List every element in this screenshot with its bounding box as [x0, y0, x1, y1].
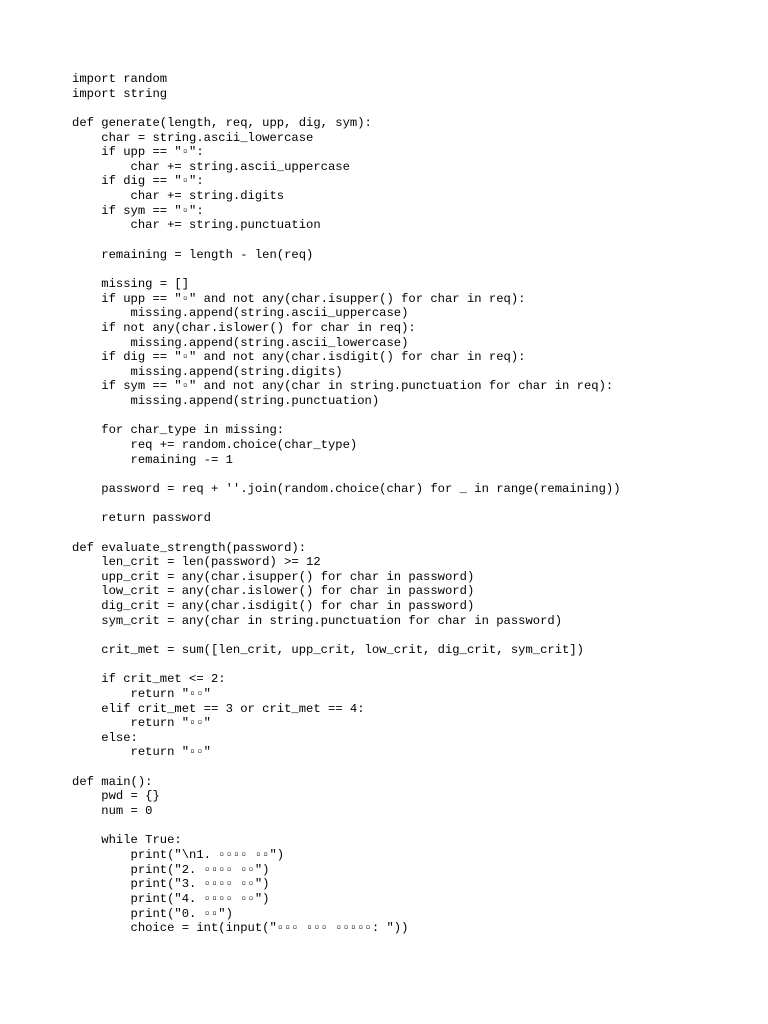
- code-line: print("\n1. ▫▫▫▫ ▫▫"): [72, 847, 285, 862]
- code-line: else:: [72, 730, 138, 745]
- code-line: dig_crit = any(char.isdigit() for char in password): [72, 599, 475, 614]
- code-line: for char_type in missing:: [72, 423, 285, 438]
- code-line: import string: [72, 86, 168, 101]
- code-line: choice = int(input("▫▫▫ ▫▫▫ ▫▫▫▫▫: ")): [72, 921, 409, 936]
- code-line: char = string.ascii_lowercase: [72, 130, 314, 145]
- code-line: if dig == "▫":: [72, 174, 204, 189]
- code-line: missing.append(string.ascii_uppercase): [72, 306, 409, 321]
- code-line: char += string.ascii_uppercase: [72, 159, 350, 174]
- code-line: upp_crit = any(char.isupper() for char in password): [72, 569, 475, 584]
- code-line: num = 0: [72, 804, 153, 819]
- code-line: password = req + ''.join(random.choice(char) for _ in range(remaining)): [72, 481, 621, 496]
- code-line: [72, 467, 621, 482]
- code-line: [72, 819, 621, 834]
- code-line: if crit_met <= 2:: [72, 672, 226, 687]
- code-line: low_crit = any(char.islower() for char in password): [72, 584, 475, 599]
- code-line: pwd = {}: [72, 789, 160, 804]
- code-line: while True:: [72, 833, 182, 848]
- code-line: return "▫▫": [72, 686, 211, 701]
- code-line: def evaluate_strength(password):: [72, 540, 307, 555]
- code-line: if upp == "▫":: [72, 145, 204, 160]
- code-line: [72, 497, 621, 512]
- code-line: def main():: [72, 774, 153, 789]
- code-line: len_crit = len(password) >= 12: [72, 555, 321, 570]
- code-line: if upp == "▫" and not any(char.isupper() for char in req):: [72, 291, 526, 306]
- code-line: return "▫▫": [72, 745, 211, 760]
- code-line: remaining = length - len(req): [72, 247, 314, 262]
- code-line: [72, 526, 621, 541]
- code-line: if sym == "▫":: [72, 203, 204, 218]
- code-line: sym_crit = any(char in string.punctuation for char in password): [72, 613, 563, 628]
- code-line: [72, 262, 621, 277]
- code-line: print("0. ▫▫"): [72, 906, 233, 921]
- code-line: char += string.digits: [72, 189, 285, 204]
- code-line: [72, 760, 621, 775]
- code-line: import random: [72, 72, 168, 86]
- code-line: crit_met = sum([len_crit, upp_crit, low_crit, dig_crit, sym_crit]): [72, 642, 584, 657]
- code-line: return password: [72, 511, 211, 526]
- code-line: return "▫▫": [72, 716, 211, 731]
- code-line: [72, 233, 621, 248]
- code-line: req += random.choice(char_type): [72, 438, 358, 453]
- code-line: [72, 658, 621, 673]
- code-line: [72, 628, 621, 643]
- code-line: missing.append(string.digits): [72, 364, 343, 379]
- code-line: print("4. ▫▫▫▫ ▫▫"): [72, 891, 270, 906]
- code-line: missing.append(string.punctuation): [72, 394, 380, 409]
- code-line: if dig == "▫" and not any(char.isdigit() for char in req):: [72, 350, 526, 365]
- code-line: print("2. ▫▫▫▫ ▫▫"): [72, 862, 270, 877]
- code-line: if not any(char.islower() for char in req):: [72, 320, 416, 335]
- code-line: [72, 409, 621, 424]
- code-line: def generate(length, req, upp, dig, sym):: [72, 115, 372, 130]
- code-line: print("3. ▫▫▫▫ ▫▫"): [72, 877, 270, 892]
- code-line: remaining -= 1: [72, 452, 233, 467]
- code-line: [72, 101, 621, 116]
- code-line: missing.append(string.ascii_lowercase): [72, 335, 409, 350]
- code-listing: [72, 72, 621, 936]
- code-line: elif crit_met == 3 or crit_met == 4:: [72, 701, 365, 716]
- code-line: if sym == "▫" and not any(char in string.punctuation for char in req):: [72, 379, 614, 394]
- code-line: char += string.punctuation: [72, 218, 321, 233]
- code-line: missing = []: [72, 276, 190, 291]
